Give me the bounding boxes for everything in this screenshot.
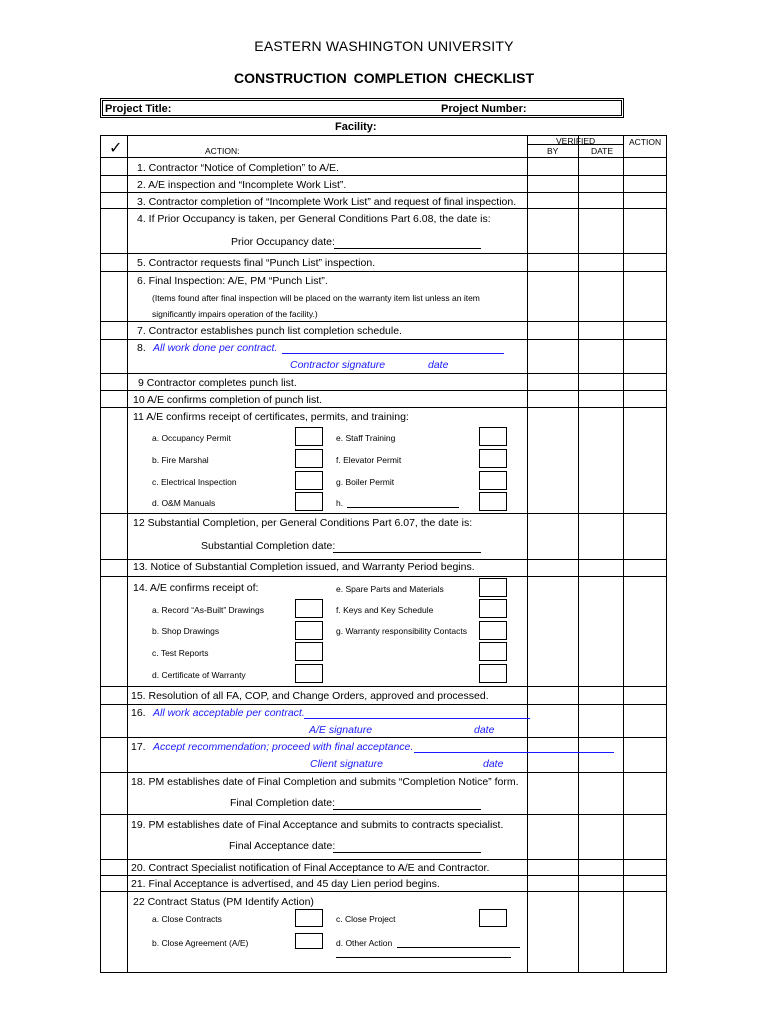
item-14-a: a. Record “As-Built” Drawings — [152, 605, 264, 615]
item-22-d: d. Other Action — [336, 938, 393, 948]
col-divider-date — [578, 136, 579, 972]
item-6-note-1: (Items found after final inspection will be placed on the warranty item list unless an item — [152, 293, 480, 303]
col-divider-by — [527, 136, 528, 972]
check-mark-icon: ✓ — [109, 140, 123, 157]
contractor-signature-field[interactable] — [282, 353, 504, 354]
checkbox-close-contracts[interactable] — [295, 909, 323, 927]
item-22: 22 Contract Status (PM Identify Action) — [133, 896, 314, 908]
item-16: All work acceptable per contract. — [153, 707, 305, 719]
checkbox-keys-schedule[interactable] — [479, 599, 507, 618]
verified-header: VERIFIED — [556, 136, 596, 146]
by-header: BY — [547, 146, 559, 156]
item-11-e: e. Staff Training — [336, 433, 396, 443]
item-8-number: 8. — [137, 342, 146, 354]
item-2: 2. A/E inspection and “Incomplete Work List”. — [137, 179, 347, 191]
item-22-b: b. Close Agreement (A/E) — [152, 938, 249, 948]
date-header: DATE — [591, 146, 614, 156]
item-15: 15. Resolution of all FA, COP, and Change Orders, approved and processed. — [131, 690, 489, 702]
final-completion-date-field[interactable] — [333, 809, 481, 810]
checkbox-spare-parts[interactable] — [479, 578, 507, 597]
item-11: 11 A/E confirms receipt of certificates, permits, and training: — [133, 411, 409, 423]
item-12: 12 Substantial Completion, per General Conditions Part 6.07, the date is: — [133, 517, 473, 529]
checkbox-occupancy-permit[interactable] — [295, 427, 323, 446]
item-17-number: 17. — [131, 741, 146, 753]
checkbox-close-agreement[interactable] — [295, 933, 323, 949]
item-10: 10 A/E confirms completion of punch list. — [133, 394, 323, 406]
item-11-b: b. Fire Marshal — [152, 455, 209, 465]
item-14-e: e. Spare Parts and Materials — [336, 584, 444, 594]
substantial-completion-date-field[interactable] — [333, 552, 481, 553]
checkbox-shop-drawings[interactable] — [295, 621, 323, 640]
contractor-signature-label: Contractor signature — [290, 359, 386, 371]
substantial-completion-date-label: Substantial Completion date: — [201, 540, 336, 552]
university-name: EASTERN WASHINGTON UNIVERSITY — [254, 38, 514, 54]
checkbox-electrical-inspection[interactable] — [295, 471, 323, 490]
checklist-table — [100, 135, 667, 973]
action-header: ACTION: — [205, 146, 240, 156]
item-11-f: f. Elevator Permit — [336, 455, 402, 465]
client-signature-label: Client signature — [310, 758, 383, 770]
client-signature-field[interactable] — [414, 752, 614, 753]
item-14-f: f. Keys and Key Schedule — [336, 605, 434, 615]
item-6: 6. Final Inspection: A/E, PM “Punch List”. — [137, 275, 328, 287]
item-6-note-2: significantly impairs operation of the facility.) — [152, 309, 318, 319]
prior-occupancy-date-field[interactable] — [334, 248, 481, 249]
action-column-header: ACTION — [629, 137, 662, 147]
item-14-b: b. Shop Drawings — [152, 626, 220, 636]
item-14: 14. A/E confirms receipt of: — [133, 582, 259, 594]
final-acceptance-date-field[interactable] — [333, 852, 481, 853]
item-7: 7. Contractor establishes punch list completion schedule. — [137, 325, 402, 337]
checkbox-close-project[interactable] — [479, 909, 507, 927]
item-11-g: g. Boiler Permit — [336, 477, 395, 487]
item-14-c: c. Test Reports — [152, 648, 209, 658]
item-11-d: d. O&M Manuals — [152, 498, 216, 508]
checkbox-blank-1[interactable] — [479, 642, 507, 661]
item-14-g: g. Warranty responsibility Contacts — [336, 626, 468, 636]
client-date-label: date — [483, 758, 504, 770]
item-3: 3. Contractor completion of “Incomplete Work List” and request of final inspection. — [137, 196, 517, 208]
item-5: 5. Contractor requests final “Punch List” inspection. — [137, 257, 376, 269]
checkbox-blank-2[interactable] — [479, 664, 507, 683]
ae-signature-field[interactable] — [304, 718, 530, 719]
item-14-d: d. Certificate of Warranty — [152, 670, 246, 680]
item-18: 18. PM establishes date of Final Completion and submits “Completion Notice” form. — [131, 776, 519, 788]
item-11-h-field[interactable] — [347, 507, 459, 508]
checkbox-staff-training[interactable] — [479, 427, 507, 446]
checkbox-certificate-of-warranty[interactable] — [295, 664, 323, 683]
ae-date-label: date — [474, 724, 495, 736]
item-13: 13. Notice of Substantial Completion issued, and Warranty Period begins. — [133, 561, 475, 573]
item-19: 19. PM establishes date of Final Acceptance and submits to contracts specialist. — [131, 819, 504, 831]
col-divider-action — [623, 136, 624, 972]
col-divider-check — [127, 136, 128, 972]
item-22-a: a. Close Contracts — [152, 914, 222, 924]
prior-occupancy-date-label: Prior Occupancy date: — [231, 236, 335, 248]
checkbox-fire-marshal[interactable] — [295, 449, 323, 468]
project-number-label: Project Number: — [441, 103, 527, 115]
item-1: 1. Contractor “Notice of Completion” to A/E. — [137, 162, 339, 174]
checkbox-test-reports[interactable] — [295, 642, 323, 661]
other-action-field-line-2[interactable] — [336, 957, 511, 958]
item-22-c: c. Close Project — [336, 914, 396, 924]
item-9: 9 Contractor completes punch list. — [138, 377, 297, 389]
other-action-field[interactable] — [397, 947, 520, 948]
project-info-box — [100, 98, 624, 118]
checkbox-as-built-drawings[interactable] — [295, 599, 323, 618]
checkbox-om-manuals[interactable] — [295, 492, 323, 511]
item-11-h: h. — [336, 498, 344, 508]
item-11-a: a. Occupancy Permit — [152, 433, 231, 443]
final-acceptance-date-label: Final Acceptance date: — [229, 840, 336, 852]
ae-signature-label: A/E signature — [309, 724, 373, 736]
document-title: CONSTRUCTION COMPLETION CHECKLIST — [234, 70, 534, 86]
item-20: 20. Contract Specialist notification of Final Acceptance to A/E and Contractor. — [131, 862, 490, 874]
final-completion-date-label: Final Completion date: — [230, 797, 336, 809]
item-11-c: c. Electrical Inspection — [152, 477, 237, 487]
item-4: 4. If Prior Occupancy is taken, per General Conditions Part 6.08, the date is: — [137, 213, 491, 225]
checkbox-boiler-permit[interactable] — [479, 471, 507, 490]
item-16-number: 16. — [131, 707, 146, 719]
item-21: 21. Final Acceptance is advertised, and 45 day Lien period begins. — [131, 878, 440, 890]
item-8: All work done per contract. — [153, 342, 278, 354]
checkbox-item-h[interactable] — [479, 492, 507, 511]
checkbox-warranty-contacts[interactable] — [479, 621, 507, 640]
contractor-date-label: date — [428, 359, 449, 371]
item-17: Accept recommendation; proceed with final acceptance. — [153, 741, 414, 753]
facility-label: Facility: — [335, 121, 377, 133]
project-title-label: Project Title: — [105, 103, 172, 115]
checkbox-elevator-permit[interactable] — [479, 449, 507, 468]
